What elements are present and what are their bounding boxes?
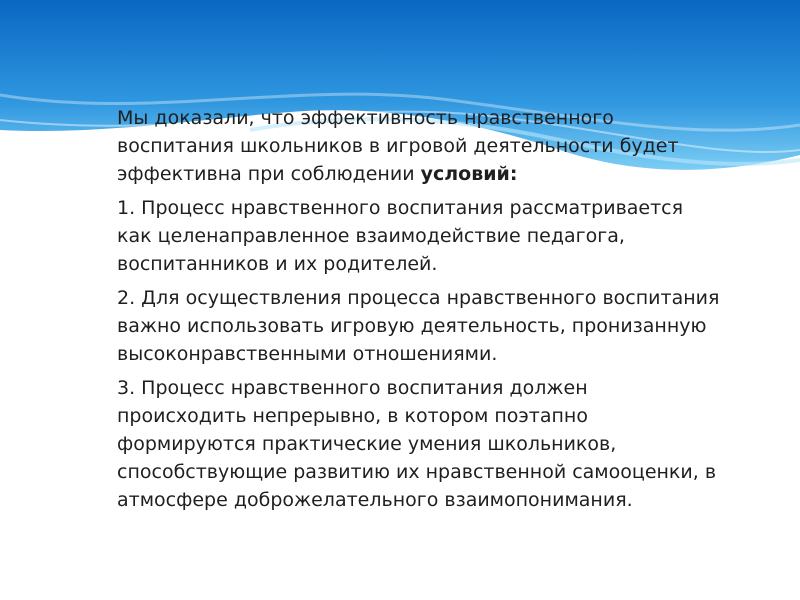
list-item: 1. Процесс нравственного воспитания рассматривается как целенаправленное взаимодействие педагога, воспитанников и их родителей. [117, 197, 684, 275]
list-item: 3. Процесс нравственного воспитания должен происходить непрерывно, в котором поэтапно формируются практические умения школьников, способствующие развитию их нравственной самооценки, в атмосфере доброжелательного взаимопонимания. [117, 377, 717, 511]
intro-paragraph [111, 104, 721, 188]
intro-text: Мы доказали, что эффективность нравственного воспитания школьников в игровой деятельности будет эффективна при соблюдении [117, 107, 679, 185]
list-item: 2. Для осуществления процесса нравственного воспитания важно использовать игровую деятельность, пронизанную высоконравственными отношениями. [117, 287, 720, 365]
slide-text [111, 104, 721, 520]
intro-emphasis: условий: [420, 163, 518, 185]
